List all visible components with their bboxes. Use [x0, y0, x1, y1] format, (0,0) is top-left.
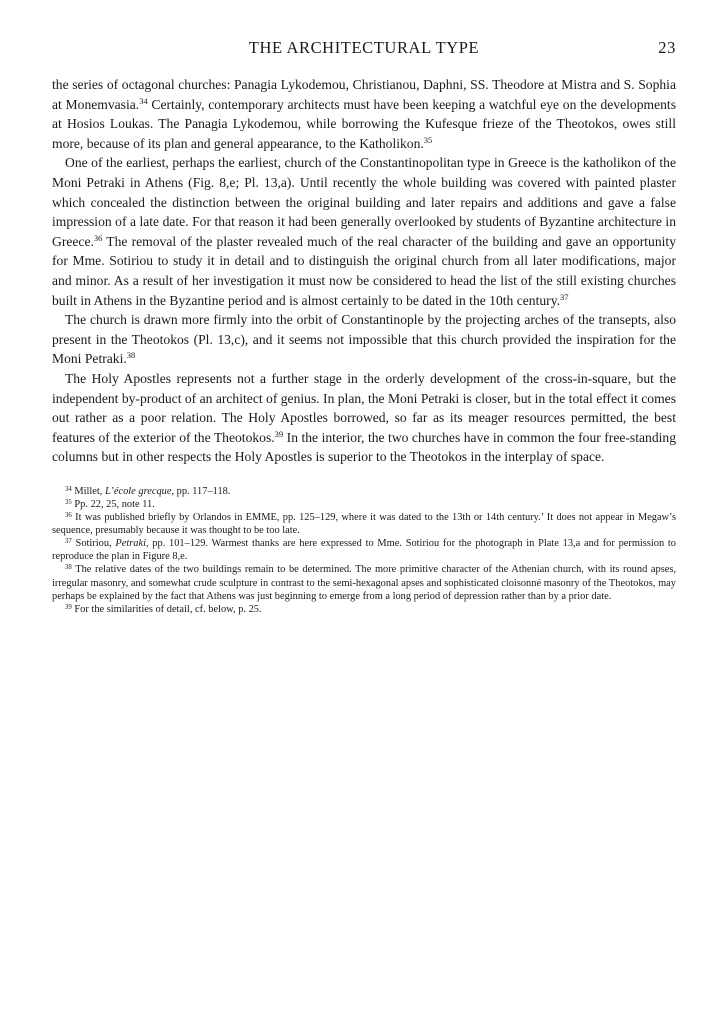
note-reference: 34 [65, 485, 72, 493]
footnote: $^{37}$ Sotiriou, Petraki, pp. 101–129. Warmest thanks are here expressed to Mme. Sotiriou for the photograph in Plate 13,a and for permission to reproduce the plan in Figure 8,e. [52, 538, 676, 563]
paragraph: The church is drawn more firmly into the orbit of Constantinople by the projecting arches of the transepts, also present in the Theotokos (Pl. 13,c), and it seems not impossible that this church provided the inspiration for the Moni Petraki.$^{38}$ [52, 312, 676, 367]
italic-title: L’école grecque [105, 485, 172, 497]
page-number: 23 [658, 38, 676, 57]
note-reference: 36 [93, 232, 103, 243]
running-header [52, 38, 676, 64]
note-reference: 39 [65, 603, 72, 611]
note-reference: 39 [274, 428, 284, 439]
running-title: THE ARCHITECTURAL TYPE [248, 38, 480, 57]
note-reference: 37 [560, 291, 569, 302]
footnote: $^{38}$ The relative dates of the two buildings remain to be determined. The more primitive character of the Athenian church, with its round apses, irregular masonry, and somewhat crude sculpture in contrast to the semi-hexagonal apses and sophisticated cloisonné masonry of the Theotokos, may perhaps be explained by the fact that Athens was just beginning to emerge from a long period of depression rather than by a prior date. [52, 564, 676, 602]
note-reference: 36 [65, 512, 72, 520]
note-reference: 35 [65, 498, 72, 506]
note-reference: 38 [65, 564, 72, 572]
footnote: $^{36}$ It was published briefly by Orlandos in EMME, pp. 125–129, where it was dated to the 13th or 14th century.’ It does not appear in Megaw’s sequence, presumably because it was thought to be too late. [52, 512, 676, 537]
note-reference: 37 [65, 538, 72, 546]
page [52, 38, 676, 616]
note-reference: 34 [139, 95, 148, 106]
italic-title: Petraki [115, 538, 146, 550]
paragraph: One of the earliest, perhaps the earliest, church of the Constantinopolitan type in Greece is the katholikon of the Moni Petraki in Athens (Fig. 8,e; Pl. 13,a). Until recently the whole building was covered with painted plaster which concealed the distinction between the original building and later repairs and additions and gave a false impression of a late date. For that reason it had been generally overlooked by students of Byzantine architecture in Greece.$^{36}$ The removal of the plaster revealed much of the real character of the building and gave an opportunity for Mme. Sotiriou to study it in detail and to distinguish the original church from all later modifications, major and minor. As a result of her investigation it must now be considered to head the list of the still existing churches built in Athens in the Byzantine period and is almost certainly to be dated in the 10th century.$^{37}$ [52, 155, 676, 308]
note-reference: 38 [126, 350, 136, 361]
paragraph: The Holy Apostles represents not a further stage in the orderly development of the cross-in-square, but the independent by-product of an architect of genius. In plan, the Moni Petraki is closer, but in the total effect it comes out rather as a poor relation. The Holy Apostles borrowed, so far as its meager resources permitted, the best features of the exterior of the Theotokos.$^{39}$ In the interior, the two churches have in common the four free-standing columns but in other respects the Holy Apostles is superior to the Theotokos in the interplay of space. [52, 370, 676, 465]
note-reference: 35 [423, 134, 433, 145]
footnote: $^{34}$ Millet, L’école grecque, pp. 117–118. [65, 485, 231, 497]
footnote: $^{35}$ Pp. 22, 25, note 11. [65, 498, 155, 510]
footnote: $^{39}$ For the similarities of detail, cf. below, p. 25. [65, 603, 262, 615]
body-text [52, 75, 676, 467]
footnotes [52, 485, 676, 616]
paragraph: the series of octagonal churches: Panagia Lykodemou, Christianou, Daphni, SS. Theodore at Mistra and S. Sophia at Monemvasia.$^{34}$ Certainly, contemporary architects must have been keeping a watchful eye on the developments at Hosios Loukas. The Panagia Lykodemou, while borrowing the Kufesque frieze of the Theotokos, owes still more, because of its plan and general appearance, to the Katholikon.$^{35}$ [52, 77, 676, 151]
